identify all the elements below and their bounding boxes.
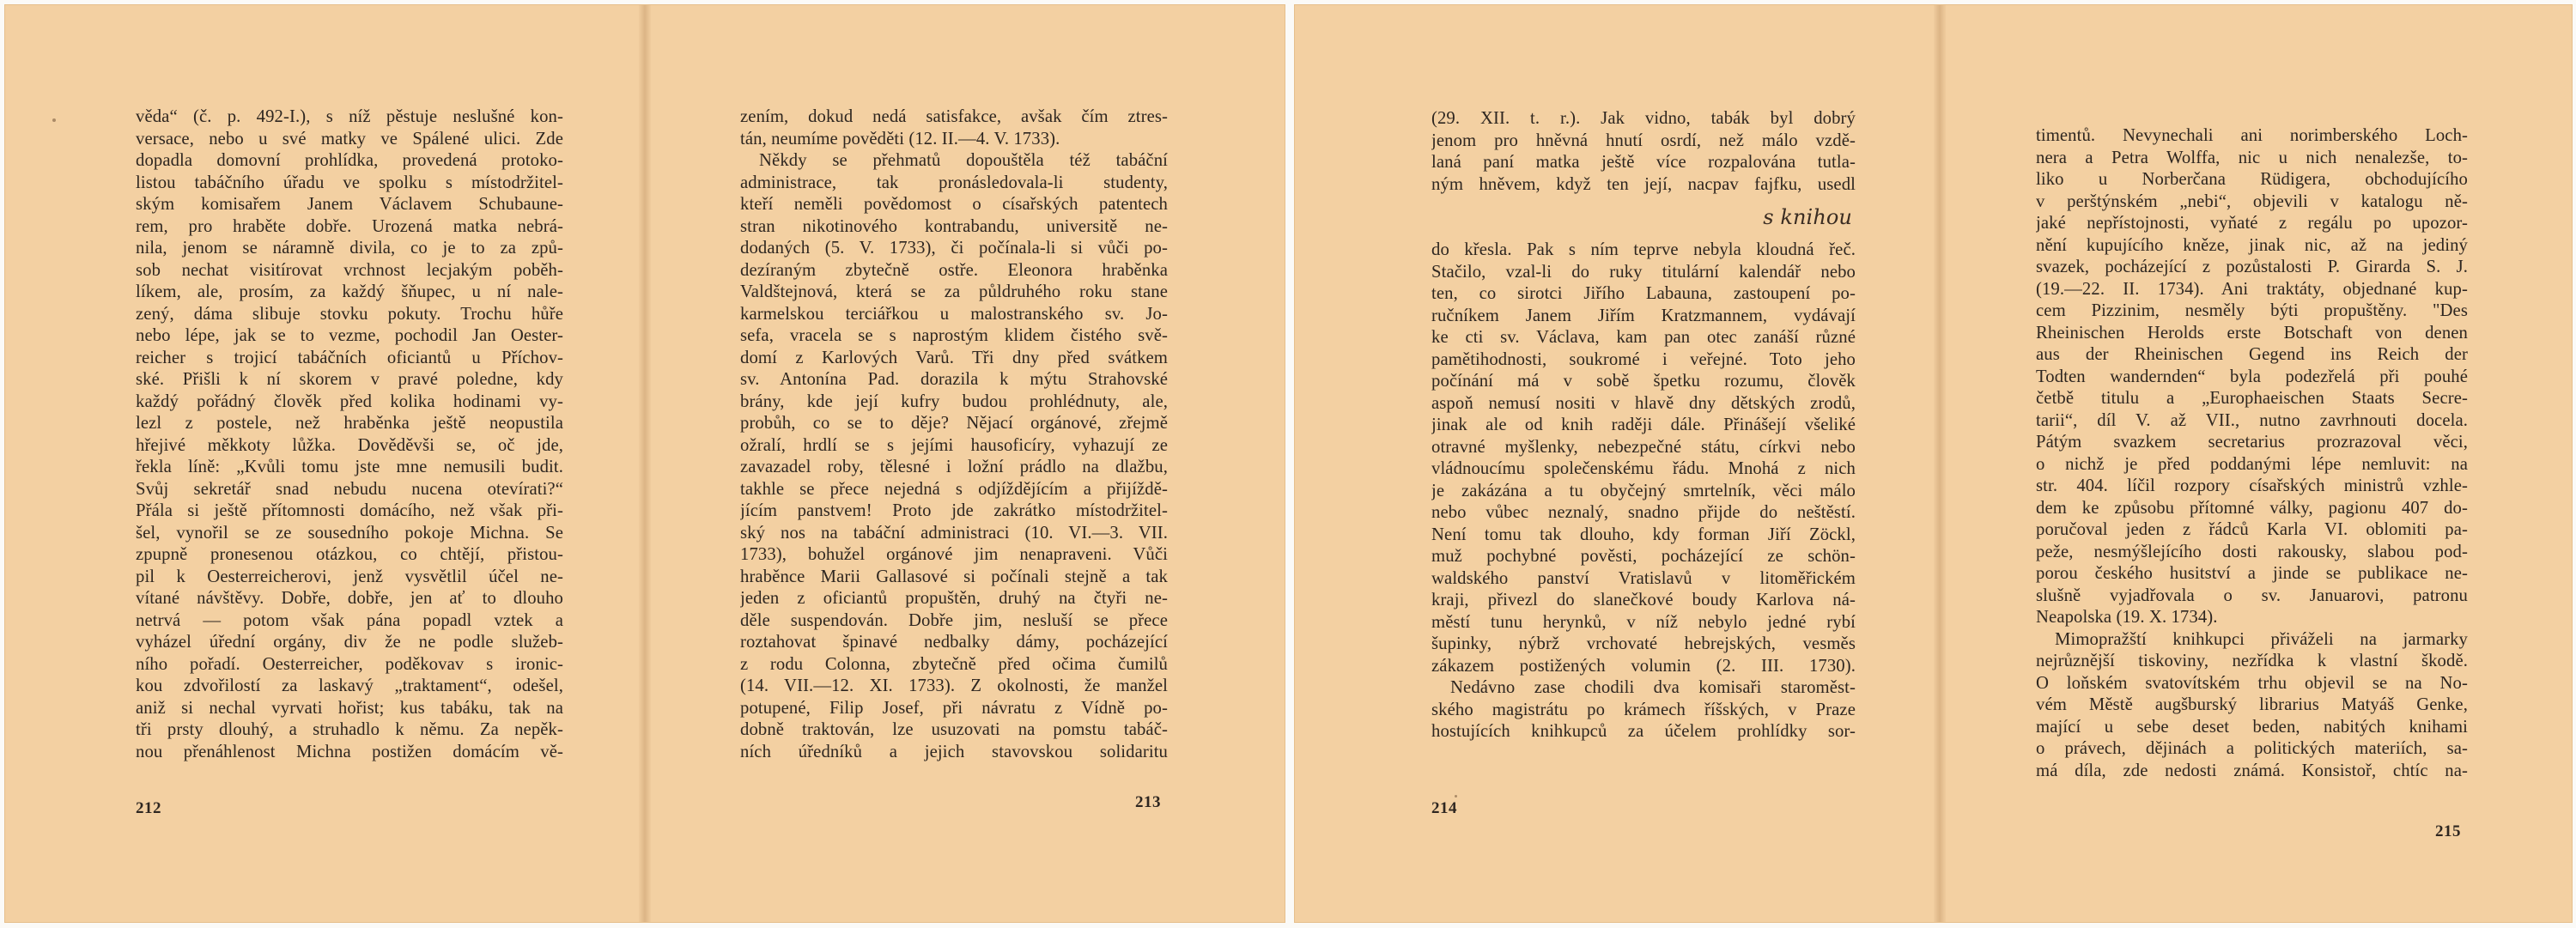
text-line: jícím panstvem! Proto jde zakrátko místodržitel- [740,501,1168,520]
text-line: versace, nebo u své matky ve Spálené ulici. Zde [136,129,563,149]
text-line: poručoval jeden z řádců Karla VI. oblomiti pa- [2036,520,2468,539]
text-line: kteří neměli povědomost o císařských patentech [740,195,1168,214]
text-line: (29. XII. t. r.). Jak vidno, tabák byl dobrý [1431,109,1856,128]
text-line: kou zdvořilostí za laskavý „traktament“, odešel, [136,676,563,695]
text-line: Todten wandernden“ byla podezřelá při pouhé [2036,367,2468,386]
page-212-text [136,106,563,763]
text-line: ních úředníků a jejich stavovskou solidaritu [740,742,1168,761]
text-line: dobně traktován, lze usuzovati na pomstu tabáč- [740,720,1168,739]
text-line: tarii“, díl V. až VII., nutno zavrhnouti docela. [2036,410,2468,430]
text-line: ský nos na tabáční administraci (10. VI.—3. VII. [740,523,1168,543]
text-line: Pátým svazkem secretarius prozrazoval věci, [2036,433,2468,452]
page-213 [651,5,1285,922]
text-line: dem ke způsobu přítomné války, pagionu 407 do- [2036,498,2468,518]
text-line: reicher s trojicí tabáčních oficiantů u Příchov- [136,348,563,367]
text-line: Mimopražští knihkupci přiváželi na jarmarky [2055,629,2468,649]
text-line: kraji, přivezl do slanečkové boudy Karlova ná- [1431,591,1856,610]
text-line: liko u Norberčana Rüdigera, obchodujícího [2036,170,2468,189]
text-line: řekla líně: „Kvůli tomu jste mne nemusili budit. [136,458,563,476]
text-line: líkem, ale, prosím, za každý šňupec, u ní nale- [136,282,563,301]
text-line: 1733), bohužel orgánové jim nenapraveni. Vůči [740,545,1168,564]
text-line: ten, co sirotci Jiřího Labauna, zastoupení po- [1431,284,1856,303]
text-line: mající u sebe deset beden, nabitých knihami [2036,717,2468,737]
text-line: domí z Karlových Varů. Tři dny před svátkem [740,348,1168,367]
text-line: počínání má v sobě špetku rozumu, člověk [1431,372,1856,391]
text-line: v perštýnském „nebi“, objevili v katalogu ně- [2036,191,2468,211]
text-line: karmelskou terciářkou u malostranského sv. Jo- [740,304,1168,324]
text-line: jeden z oficiantů propuštěn, druhý na čtyři ne- [740,589,1168,608]
text-line: vítané návštěvy. Dobře, dobře, jen ať to dlouho [136,589,563,608]
text-line: muž pochybné pověsti, pocházející ze schön- [1431,547,1856,566]
page-212 [5,5,645,922]
text-line: administrace, tak pronásledovala-li studenty, [740,173,1168,192]
page-215 [1946,5,2572,922]
right-spread [1295,5,2572,922]
page-213-text [740,106,1168,763]
text-line: ního pořadí. Oesterreicher, poděkovav s ironic- [136,654,563,674]
book-gutter [639,5,651,922]
text-line: sv. Antonína Pad. dorazila k mýtu Strahovské [740,370,1168,389]
text-line: o nichž je před poddanými lépe nemluvit: na [2036,454,2468,474]
text-line: vém Městě augšburský librarius Matyáš Genke, [2036,695,2468,714]
text-line: zákazem postižených volumin (2. III. 1730). [1431,656,1856,676]
text-line: O loňském svatovítském trhu objevil se na No- [2036,673,2468,693]
text-line: Není tomu tak dlouho, kdy forman Jiří Zöckl, [1431,525,1856,544]
text-line: Rheinischen Herolds erste Botschaft von denen [2036,323,2468,343]
text-line: sefa, vracela se s naprostým klidem čistého svě- [740,326,1168,345]
text-line: Nedávno zase chodili dva komisaři staroměst- [1450,678,1856,697]
page-number-214: 214 [1431,799,1457,817]
text-line: nění kupujícího kněze, jinak nic, až na jediný [2036,235,2468,255]
text-line: jaké nepřístojnosti, vyňaté z regálu po upozor- [2036,214,2468,233]
text-line: otravné myšlenky, nebezpečné státu, církvi nebo [1431,437,1856,457]
text-line: peže, nesmýšlejícího dosti rakousky, slabou pod- [2036,542,2468,561]
text-line: listou tabáčního úřadu ve spolku s místodržitel- [136,173,563,192]
text-line: dodaných (5. V. 1733), či počínala-li si vůči po- [740,239,1168,258]
text-line: každý pořádný člověk před kolika hodinami vy- [136,391,563,411]
text-line: Stačilo, vzal-li do ruky titulární kalendář nebo [1431,262,1856,282]
text-line: takhle se přece nejedná s odjíždějícím a přijíždě- [740,479,1168,499]
page-number-215: 215 [2435,822,2461,840]
text-line: rem, pro hraběte dobře. Urozená matka nebrá- [136,216,563,236]
text-line: porou českého husitství a jinde se publikace ne- [2036,564,2468,583]
handwritten-insertion: s knihou [1763,205,1852,229]
text-line: nebo vůbec neznalý, snadno přijde do neštěstí. [1431,503,1856,522]
text-line: laná paní matka ještě více rozpalována tutla- [1431,153,1856,172]
text-line: aniž si nechal vyrvati hořist; kus tabáku, tak na [136,698,563,718]
text-line: věda“ (č. p. 492-I.), s níž pěstuje neslušné kon- [136,107,563,126]
text-line: šel, vynořil se ze sousedního pokoje Michna. Se [136,523,563,543]
text-line: ným hněvem, když ten její, nacpav fajfku, usedl [1431,174,1856,194]
text-line: stran nikotinového kontrabandu, universitě ne- [740,216,1168,236]
text-line: potupené, Filip Josef, při návratu z Vídně po- [740,698,1168,718]
text-line: nila, jenom se náramně divila, co je to za způ- [136,239,563,258]
page-number-212: 212 [136,799,161,817]
text-line: dezíraným zbytečně ostře. Eleonora hraběnka [740,260,1168,280]
text-line: timentů. Nevynechali ani norimberského Loch- [2036,126,2468,145]
book-gutter [1934,5,1946,922]
text-line: roztahovat špinavé nedbalky dámy, pocházející [740,633,1168,652]
text-line: pil k Oesterreicherovi, jenž vysvětlil účel ne- [136,567,563,586]
text-line: hřejivé měkkoty lůžka. Dověděvši se, oč jde, [136,435,563,455]
text-line: nera a Petra Wolffa, nic u nich nenalezše, to- [2036,148,2468,167]
text-line: sob nechat visitírovat vrchnost lecjakým poběh- [136,260,563,280]
text-line: pamětihodnosti, soukromé i veřejné. Toto jeho [1431,349,1856,369]
text-line: Někdy se přehmatů dopouštěla též tabáční [759,151,1168,170]
text-line: ské. Přišli k ní skorem v pravé poledne, kdy [136,370,563,389]
page-speck [52,118,56,122]
text-line: nou přenáhlenost Michna postižen domácím vě- [136,742,563,761]
text-line: šupinky, nýbrž vrchovaté hebrejských, vesměs [1431,634,1856,653]
text-line: netrvá — potom však pána popadl vztek a [136,610,563,630]
text-line: brány, kde její kufry budou prohlédnuty, ale, [740,391,1168,411]
page-214 [1295,5,1934,922]
text-line: (19.—22. II. 1734). Ani traktáty, objednané kup- [2036,279,2468,299]
text-line: aspoň nemusí nositi v hlavě dny dětských zrodů, [1431,393,1856,413]
left-spread [5,5,1285,922]
text-line: městí tunu herynků, v níž nebylo jedné rybí [1431,612,1856,632]
text-line: ožralí, hrdlí se s jejími hausoficíry, vyhazují ze [740,435,1168,455]
text-line: cem Pizzinim, nesměly býti propuštěny. "Des [2036,301,2468,320]
text-line: lezl z postele, než hraběnka ještě neopustila [136,414,563,433]
text-line: jenom pro hněvná hnutí osrdí, než málo vzdě- [1431,130,1856,150]
text-line: ke cti sv. Václava, kam pan otec zanáší různé [1431,328,1856,347]
text-line: nejrůznější tiskoviny, nezřídka k vlastní škodě. [2036,652,2468,670]
text-line: ského magistrátu po krámech říšských, v Praze [1431,700,1856,719]
text-line: Přála si ještě přítomnosti domácího, než však při- [136,501,563,520]
text-line: dopadla domovní prohlídka, provedená protoko- [136,151,563,170]
page-214-text [1431,108,1856,743]
page-speck [1455,795,1457,798]
text-line: str. 404. líčil rozpory císařských ministrů vzhle- [2036,476,2468,495]
text-line: vládnoucímu společenskému řádu. Mnohá z nich [1431,459,1856,478]
text-line: ručníkem Janem Jiřím Kratzmannem, vydávají [1431,306,1856,325]
text-line: (14. VII.—12. XI. 1733). Z okolnosti, že manžel [740,676,1168,695]
text-line: jinak ale od knih raději dále. Přinášejí všeliké [1431,415,1856,434]
text-line: aus der Rheinischen Gegend ins Reich der [2036,345,2468,364]
text-line: Valdštejnová, která se za půldruhého roku stane [740,282,1168,301]
page-215-text [2036,125,2468,782]
text-line: svazek, pocházející z pozůstalosti P. Girarda S. J. [2036,258,2468,276]
text-line: děle suspendován. Dobře jim, nesluší se přece [740,610,1168,630]
text-line: Neapolska (19. X. 1734). [2036,608,2218,627]
page-number-213: 213 [1135,793,1161,811]
text-line: o právech, dějinách a politických materiích, sa- [2036,739,2468,758]
text-line: waldského panství Vratislavů v litoměřickém [1431,568,1856,588]
text-line: do křesla. Pak s ním teprve nebyla kloudná řeč. [1431,240,1856,259]
text-line: hraběnce Marii Gallasové si počínali stejně a tak [740,567,1168,586]
text-line: z rodu Colonna, zbytečně před očima čumilů [740,654,1168,674]
text-line: slušně vyjadřovala o sv. Januarovi, patronu [2036,585,2468,605]
text-line: ským komisařem Janem Václavem Schubaune- [136,195,563,214]
text-line: vyházel úřední orgány, div že ne podle služeb- [136,633,563,652]
text-line: hostujících knihkupců za účelem prohlídky sor- [1431,722,1856,741]
text-line: probůh, co se to děje? Nějací orgánové, zřejmě [740,414,1168,433]
text-line: tři prsty dlouhý, a struhadlo k němu. Za nepěk- [136,720,563,739]
text-line: zený, dáma slibuje stovku pokuty. Trochu hůře [136,304,563,324]
text-line: má díla, zde nedosti známá. Konsistoř, chtíc na- [2036,761,2468,780]
text-line: zením, dokud nedá satisfakce, avšak čím ztres- [740,107,1168,126]
text-line: nebo lépe, jak se to vezme, pochodil Jan Oester- [136,326,563,345]
text-line: četbě titulu a „Europhaeischen Staats Secre- [2036,389,2468,408]
text-line: zpupně pronesenou otázkou, co chtějí, přistou- [136,545,563,564]
text-line: zavazadel roby, tělesné i ložní prádlo na dlažbu, [740,458,1168,476]
text-line: tán, neumíme pověděti (12. II.—4. V. 1733). [740,129,1060,149]
text-line: Svůj sekretář snad nebudu nucena otevírati?“ [136,479,563,499]
text-line: je zakázána a tu obyčejný smrtelník, věci málo [1431,481,1856,500]
